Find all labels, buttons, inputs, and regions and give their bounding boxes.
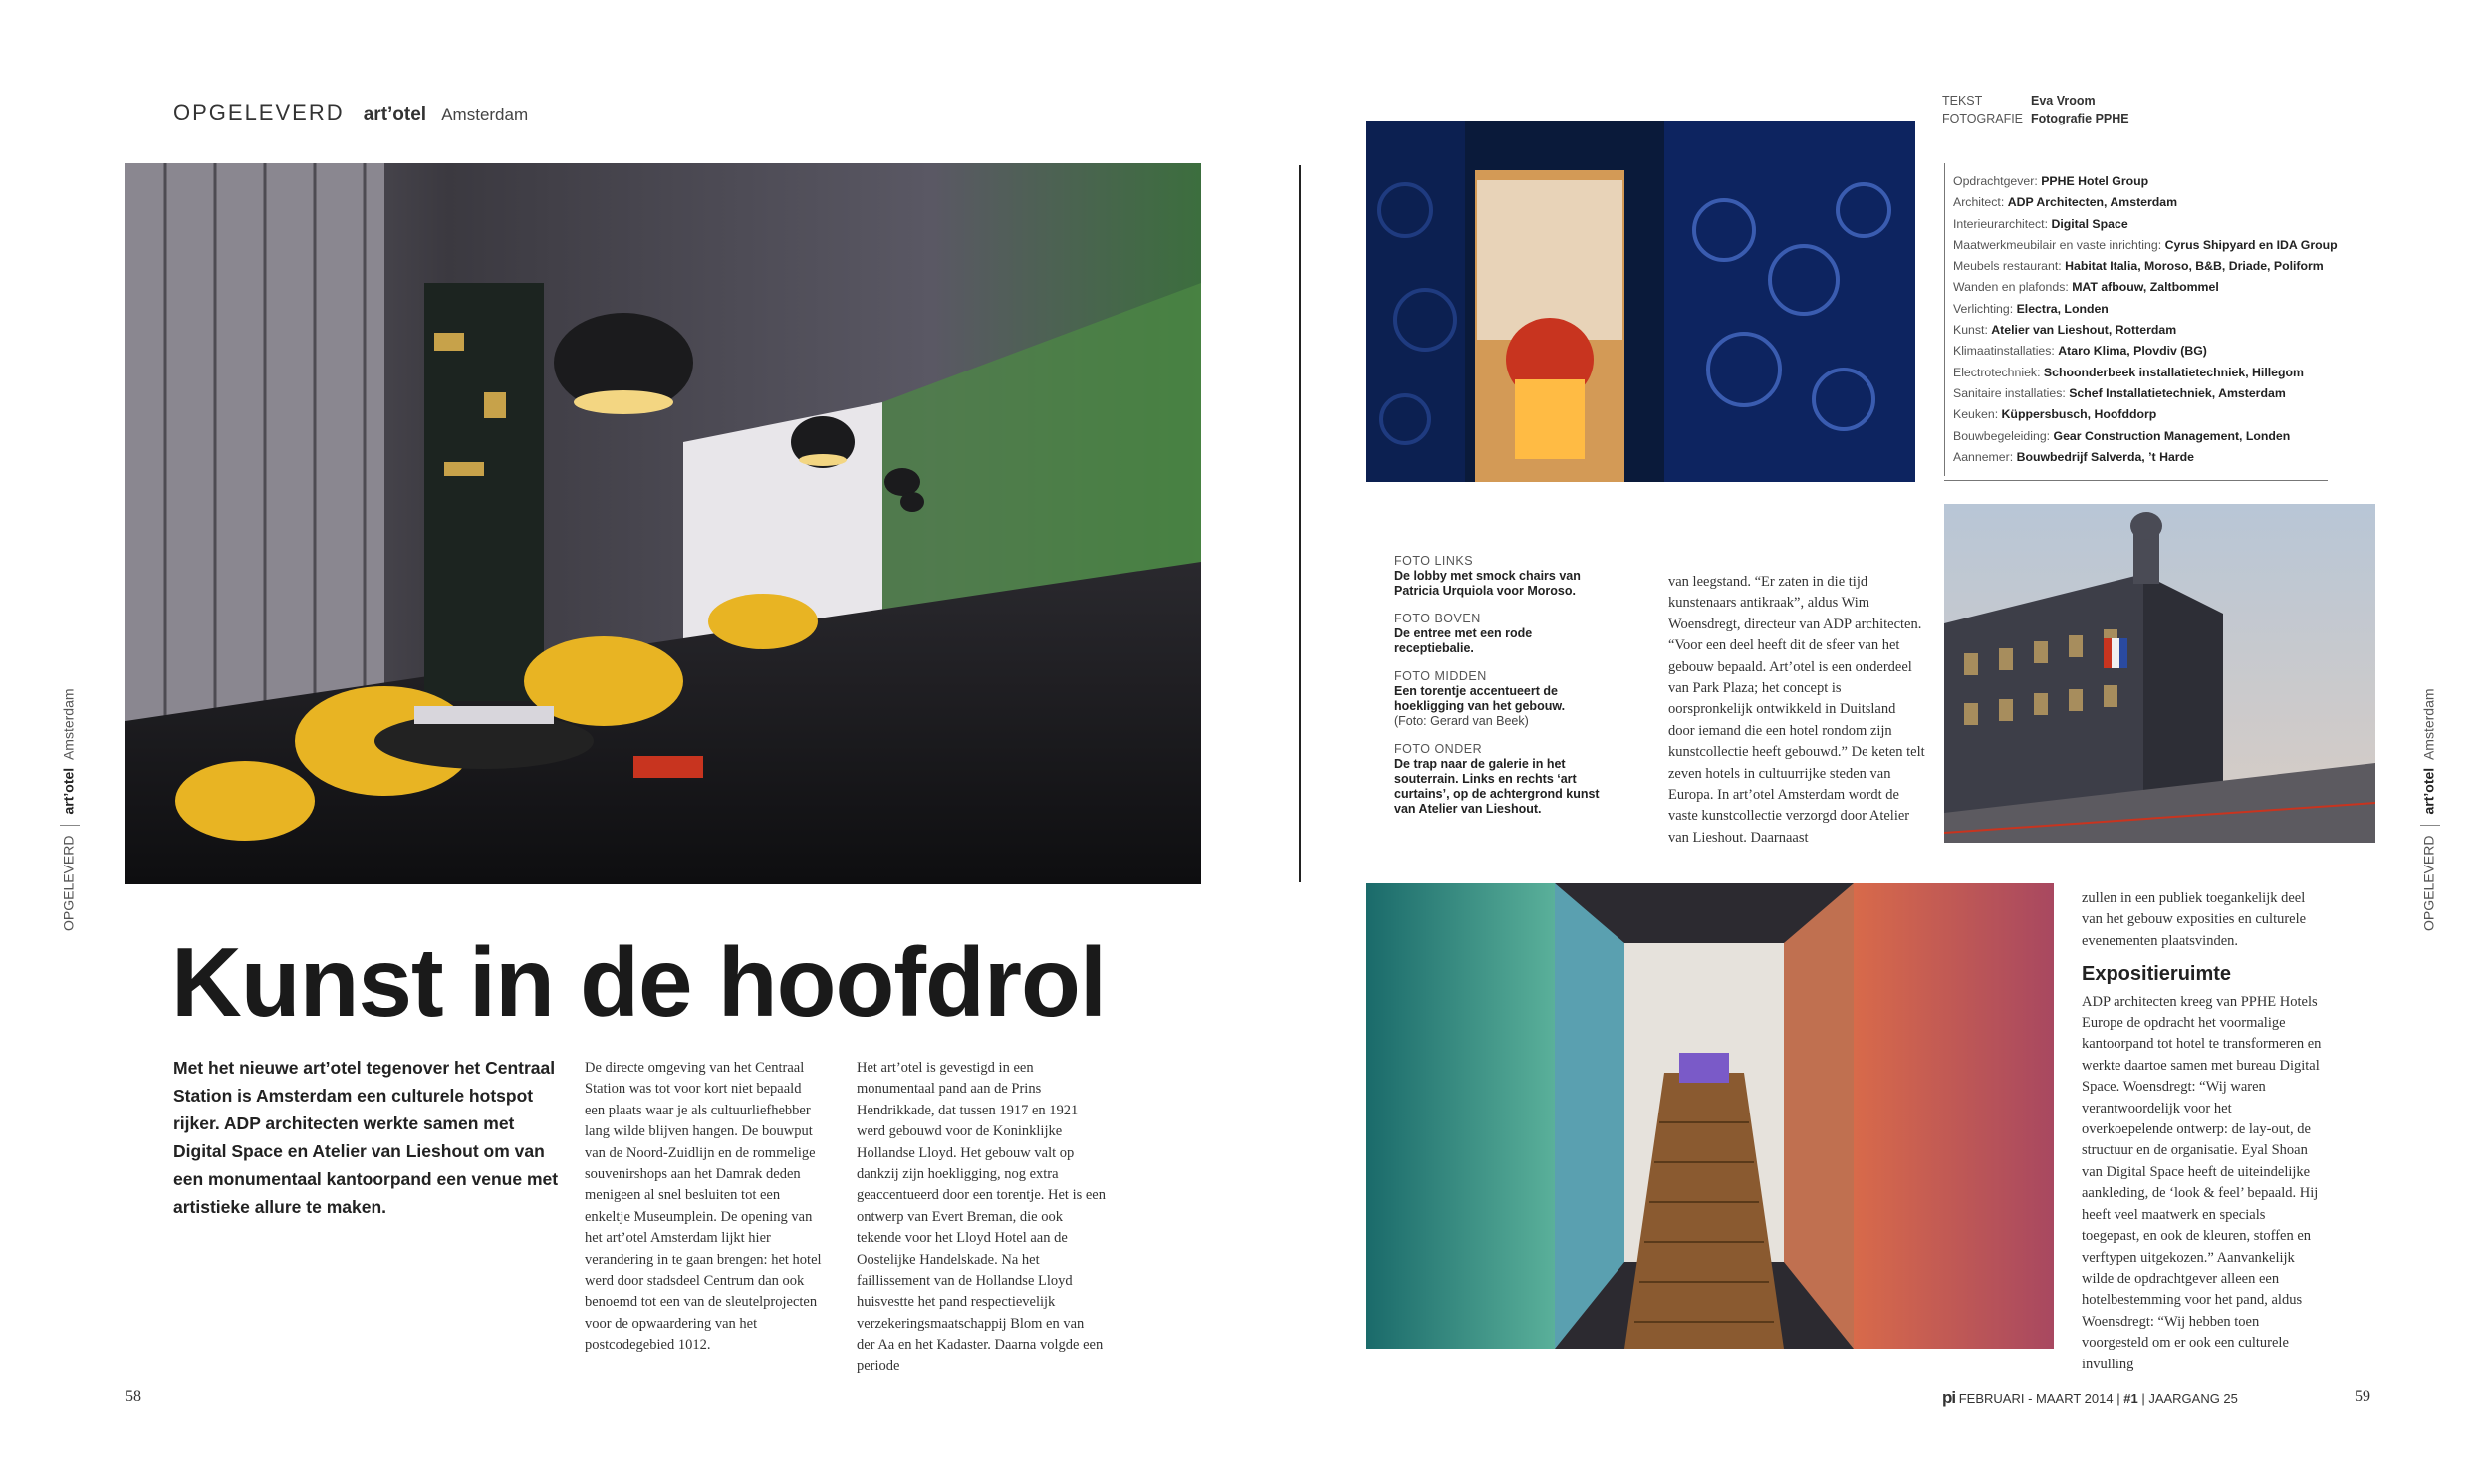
spec-row: Electrotechniek: Schoonderbeek installatietechniek, Hillegom bbox=[1953, 365, 2304, 379]
issue-date: FEBRUARI - MAART 2014 bbox=[1958, 1391, 2114, 1406]
article-intro: Met het nieuwe art’otel tegenover het Centraal Station is Amsterdam een culturele hotspot rijker. ADP architecten werkte samen met Digital Space en Atelier van Lieshout om van een monumentaal kantoorpand een venue met artistieke allure te maken. bbox=[173, 1058, 559, 1217]
side-brand-right: art’otel bbox=[2420, 767, 2437, 815]
magazine-logo: pi bbox=[1942, 1388, 1956, 1407]
credit-value: Fotografie PPHE bbox=[2031, 112, 2129, 125]
issue-volume: JAARGANG 25 bbox=[2148, 1391, 2238, 1406]
caption: FOTO ONDER De trap naar de galerie in het souterrain. Links en rechts ‘art curtains’, op de achtergrond kunst van Atelier van Lieshout. bbox=[1394, 742, 1600, 816]
credit-label: TEKST bbox=[1942, 94, 1983, 108]
page-number-left: 58 bbox=[125, 1388, 141, 1405]
body-column-3: van leegstand. “Er zaten in die tijd kunstenaars antikraak”, aldus Wim Woensdregt, directeur van ADP architecten. “Voor een deel heeft dit de sfeer van het gebouw bepaald. Art’otel is een onderdeel van Park Plaza; het concept is oorspronkelijk ontwikkeld in Duitsland door iemand die een hotel rondom zijn kunstcollectie heeft gebouwd.” De keten telt zeven hotels in cultuurrijke steden van Europa. In art’otel Amsterdam wordt de vaste kunstcollectie verzorgd door Atelier van Lieshout. Daarnaast bbox=[1668, 574, 1925, 846]
credit-row bbox=[1942, 110, 2129, 127]
specs-divider bbox=[1944, 480, 2328, 481]
side-brand-left: art’otel bbox=[60, 767, 77, 815]
gutter-divider bbox=[1299, 165, 1301, 882]
body-column-2: Het art’otel is gevestigd in een monumentaal pand aan de Prins Hendrikkade, dat tussen 1917 en 1921 werd gebouwd voor de Koninklijke Hollandse Lloyd. Het gebouw valt op dankzij zijn hoekligging, nog extra geaccentueerd door een torentje. Het is een ontwerp van Evert Breman, die ook tekende voor het Lloyd Hotel aan de Oostelijke Handelskade. Na het faillissement van de Hollandse Lloyd huisvestte het pand respectievelijk verzekeringsmaatschappij Blom en van der Aa en het Kadaster. Daarna volgde een periode bbox=[857, 1060, 1106, 1374]
body-column-1: De directe omgeving van het Centraal Station was tot voor kort niet bepaald een plaats waar je als cultuurliefhebber lang wilde blijven hangen. De bouwput van de Noord-Zuidlijn en de rommelige souvenirshops aan het Damrak deden menigeen al snel besluiten tot een enkeltje Museumplein. De opening van het art’otel Amsterdam lijkt hier verandering in te gaan brengen: het hotel werd door stadsdeel Centrum dan ook benoemd tot een van de sleutelprojecten voor de opwaardering van het postcodegebied 1012. bbox=[585, 1060, 822, 1354]
section-label bbox=[173, 100, 528, 125]
page-number-right: 59 bbox=[2355, 1388, 2370, 1405]
spec-row: Meubels restaurant: Habitat Italia, Moroso, B&B, Driade, Poliform bbox=[1953, 259, 2324, 274]
credit-value: Eva Vroom bbox=[2031, 94, 2096, 108]
spec-row: Interieurarchitect: Digital Space bbox=[1953, 216, 2128, 231]
photo-stairs bbox=[1366, 883, 2054, 1349]
credit-label: FOTOGRAFIE bbox=[1942, 112, 2024, 125]
caption: FOTO LINKS De lobby met smock chairs van Patricia Urquiola voor Moroso. bbox=[1394, 554, 1581, 598]
side-city-left: Amsterdam bbox=[60, 688, 77, 761]
spec-row: Kunst: Atelier van Lieshout, Rotterdam bbox=[1953, 323, 2177, 338]
issue-info: pi FEBRUARI - MAART 2014 | #1 | JAARGANG 25 bbox=[1942, 1388, 2238, 1407]
issue-number: #1 bbox=[2123, 1391, 2138, 1406]
spec-row: Sanitaire installaties: Schef Installatietechniek, Amsterdam bbox=[1953, 385, 2286, 400]
subheading-expositieruimte: Expositieruimte bbox=[2082, 963, 2232, 986]
caption: FOTO MIDDEN Een torentje accentueert de hoekligging van het gebouw. (Foto: Gerard van Beek) bbox=[1394, 669, 1566, 728]
spec-row: Klimaatinstallaties: Ataro Klima, Plovdiv (BG) bbox=[1953, 344, 2207, 359]
body-column-4 bbox=[2082, 888, 2326, 1375]
photo-captions bbox=[1394, 554, 1609, 830]
spec-row: Opdrachtgever: PPHE Hotel Group bbox=[1953, 174, 2149, 188]
body-column-4-lead: zullen in een publiek toegankelijk deel van het gebouw exposities en culturele evenementen plaatsvinden. bbox=[2082, 890, 2307, 949]
spec-row: Aannemer: Bouwbedrijf Salverda, ’t Harde bbox=[1953, 449, 2194, 464]
spec-row: Wanden en plafonds: MAT afbouw, Zaltbommel bbox=[1953, 280, 2219, 295]
credit-row bbox=[1942, 92, 2129, 110]
brand-name: art’otel bbox=[363, 104, 427, 124]
photo-building bbox=[1944, 504, 2375, 843]
side-label-right bbox=[2420, 688, 2440, 931]
side-city-right: Amsterdam bbox=[2420, 688, 2437, 761]
spec-row: Bouwbegeleiding: Gear Construction Management, Londen bbox=[1953, 428, 2291, 443]
spec-row: Architect: ADP Architecten, Amsterdam bbox=[1953, 195, 2178, 210]
project-specs bbox=[1944, 163, 2338, 476]
article-credits bbox=[1942, 92, 2129, 127]
caption: FOTO BOVEN De entree met een rode receptiebalie. bbox=[1394, 612, 1533, 655]
photo-lobby bbox=[125, 163, 1201, 884]
body-column-4-main: ADP architecten kreeg van PPHE Hotels Europe de opdracht het voormalige kantoorpand tot hotel te transformeren en werkte daartoe samen met bureau Digital Space. Woensdregt: “Wij waren verantwoordelijk voor het overkoepelende ontwerp: de lay-out, de structuur en de organisatie. Eyal Shoan van Digital Space heeft de uiteindelijke aankleding, de ‘look & feel’ bepaald. Hij heeft veel maatwerk en specials toegepast, en ook de kleuren, stoffen en verftypen uitgekozen.” Aanvankelijk wilde de opdrachtgever alleen een hotelbestemming voor het pand, aldus Woensdregt: “Wij hebben toen voorgesteld om er ook een culturele invulling bbox=[2082, 993, 2322, 1372]
section-name: OPGELEVERD bbox=[173, 100, 345, 124]
side-section-right: OPGELEVERD bbox=[2420, 835, 2437, 931]
spec-row: Maatwerkmeubilair en vaste inrichting: Cyrus Shipyard en IDA Group bbox=[1953, 237, 2338, 252]
article-headline: Kunst in de hoofdrol bbox=[171, 927, 1107, 1037]
city-name: Amsterdam bbox=[441, 105, 529, 124]
photo-entrance bbox=[1366, 121, 1915, 482]
side-section-left: OPGELEVERD bbox=[60, 835, 77, 931]
side-label-left bbox=[60, 688, 80, 931]
spec-row: Keuken: Küppersbusch, Hoofddorp bbox=[1953, 407, 2157, 422]
spec-row: Verlichting: Electra, Londen bbox=[1953, 301, 2109, 316]
